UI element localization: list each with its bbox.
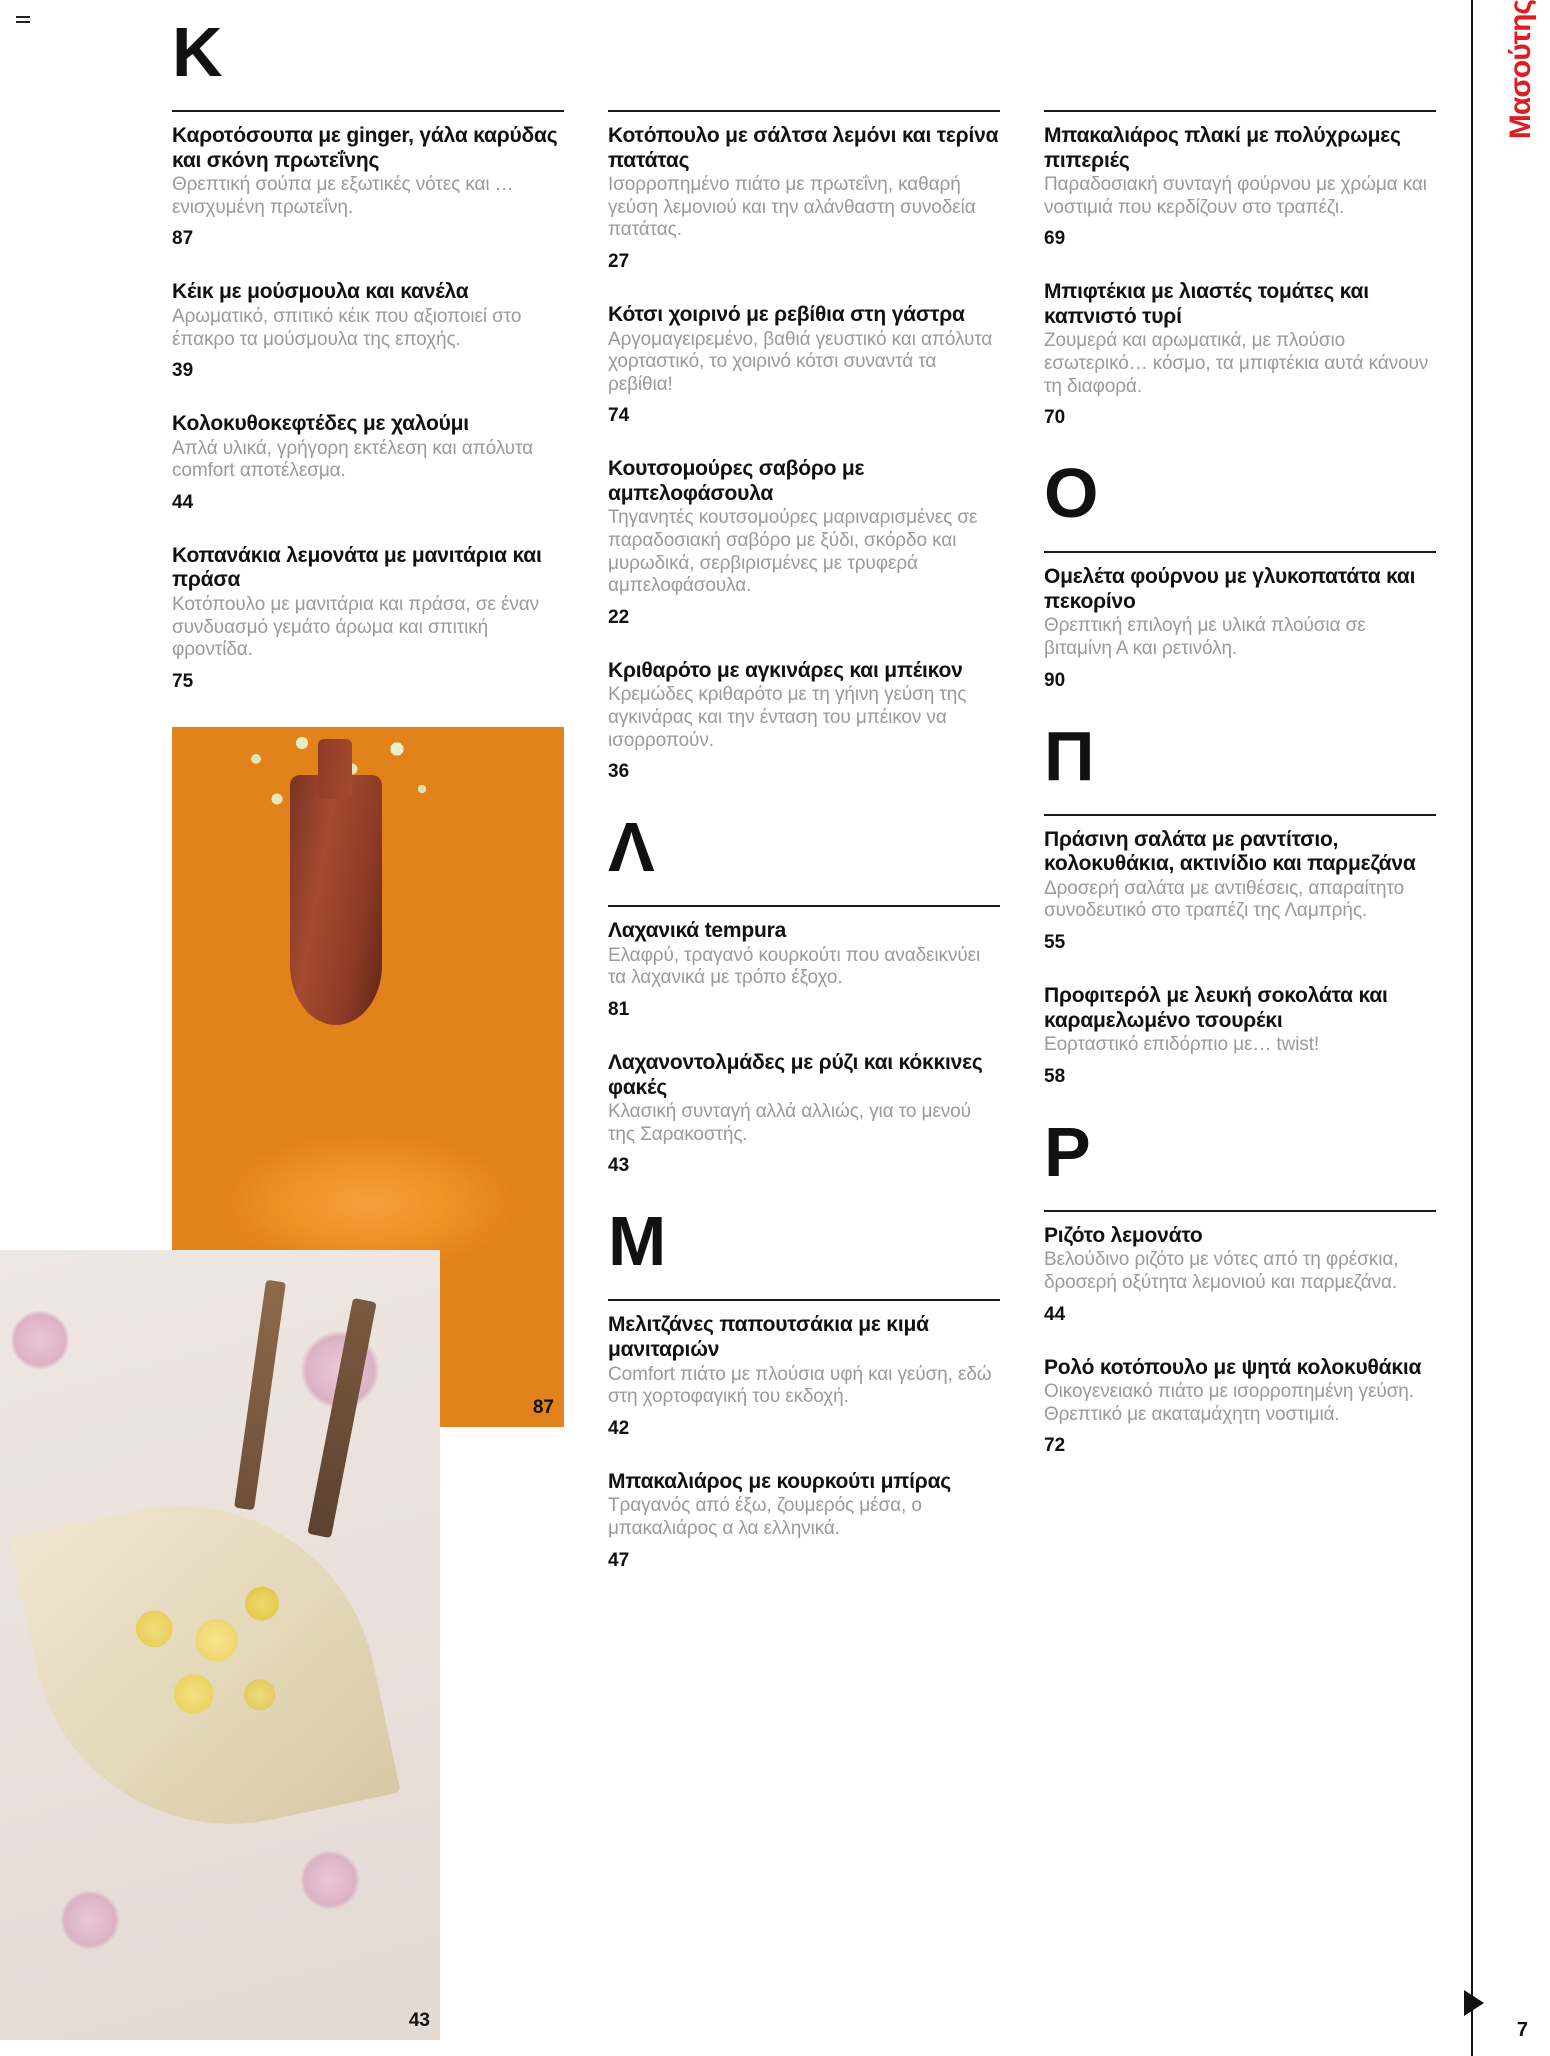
entry-title: Μπακαλιάρος με κουρκούτι μπίρας: [608, 1469, 952, 1493]
decor-flower: [10, 1310, 70, 1370]
entry-title: Μπακαλιάρος πλακί με πολύχρωμες πιπεριές: [1044, 124, 1401, 172]
divider: [1044, 1210, 1436, 1212]
divider: [172, 110, 564, 112]
entry-page-number: 39: [172, 360, 194, 382]
index-entry[interactable]: [608, 124, 1000, 273]
entry-description: Κοτόπουλο με μανιτάρια και πράσα, σε έναν συνδυασμό γεμάτο άρωμα και σπιτική φροντίδα.: [172, 594, 540, 661]
entry-description: Αργομαγειρεμένο, βαθιά γευστικό και απόλυτα χορταστικό, το χοιρινό κότσι συναντά τα ρεβίθια!: [608, 328, 993, 395]
entry-description: Ελαφρύ, τραγανό κουρκούτι που αναδεικνύει τα λαχανικά με τρόπο έξοχο.: [608, 944, 981, 989]
next-page-arrow-icon[interactable]: [1464, 1990, 1484, 2016]
entry-title: Λαχανοντολμάδες με ρύζι και κόκκινες φακές: [608, 1051, 983, 1099]
entry-description: Ζουμερά και αρωματικά, με πλούσιο εσωτερικό… κόσμο, τα μπιφτέκια αυτά κάνουν τη διαφορά.: [1044, 330, 1429, 397]
entry-description: Κρεμώδες κριθαρότο με τη γήινη γεύση της αγκινάρας και την ένταση του μπέικον να ισορροπούν.: [608, 684, 967, 751]
entry-title: Κολοκυθοκεφτέδες με χαλούμι: [172, 412, 469, 436]
entry-title: Μελιτζάνες παπουτσάκια με κιμά μανιταριών: [608, 1313, 929, 1361]
divider: [608, 905, 1000, 907]
entry-page-number: 70: [1044, 407, 1066, 429]
index-entry[interactable]: [608, 1313, 1000, 1439]
photo-page-number: 87: [532, 1396, 554, 1418]
entry-page-number: 44: [172, 491, 194, 513]
letter-heading-kappa: Κ: [172, 13, 222, 91]
index-entry[interactable]: [1044, 1224, 1436, 1326]
decor-flower: [300, 1850, 360, 1910]
column-three: [1044, 18, 1436, 1602]
entry-title: Λαχανικά tempura: [608, 919, 787, 943]
entry-page-number: 22: [608, 606, 630, 628]
entry-title: Κοτόπουλο με σάλτσα λεμόνι και τερίνα πατάτας: [608, 124, 999, 172]
entry-title: Καροτόσουπα με ginger, γάλα καρύδας και σκόνη πρωτεΐνης: [172, 124, 558, 172]
index-entry[interactable]: [608, 1470, 1000, 1572]
index-entry[interactable]: [172, 124, 564, 250]
entry-description: Παραδοσιακή συνταγή φούρνου με χρώμα και νοστιμιά που κερδίζουν στο τραπέζι.: [1044, 174, 1427, 218]
entry-description: Απλά υλικά, γρήγορη εκτέλεση και απόλυτα comfort αποτέλεσμα.: [172, 437, 533, 482]
index-entry[interactable]: [1044, 1356, 1436, 1458]
tempura-dish-photo[interactable]: [0, 1250, 440, 2040]
index-entry[interactable]: [172, 544, 564, 693]
divider: [608, 1299, 1000, 1301]
entry-page-number: 42: [608, 1417, 630, 1439]
entry-title: Κοπανάκια λεμονάτα με μανιτάρια και πράσα: [172, 543, 542, 592]
letter-spacer: [1044, 18, 1436, 102]
entry-page-number: 36: [608, 761, 630, 783]
entry-description: Εορταστικό επιδόρπιο με… twist!: [1044, 1034, 1320, 1056]
entry-title: Πράσινη σαλάτα με ραντίτσιο, κολοκυθάκια, ακτινίδιο και παρμεζάνα: [1044, 827, 1416, 876]
entry-title: Ομελέτα φούρνου με γλυκοπατάτα και πεκορίνο: [1044, 565, 1416, 613]
entry-page-number: 44: [1044, 1303, 1066, 1325]
column-two: [608, 18, 1000, 1602]
entry-title: Κέικ με μούσμουλα και κανέλα: [172, 280, 469, 304]
right-divider-rule: [1471, 0, 1473, 2056]
entry-title: Προφιτερόλ με λευκή σοκολάτα και καραμελωμένο τσουρέκι: [1044, 983, 1388, 1032]
letter-spacer: [608, 18, 1000, 102]
brand-vertical-tab[interactable]: [1498, 0, 1544, 200]
divider: [1044, 551, 1436, 553]
index-columns: [172, 13, 1437, 2031]
letter-heading-omicron: Ο: [1044, 454, 1098, 533]
entry-description: Κλασική συνταγή αλλά αλλιώς, για το μενού της Σαρακοστής.: [608, 1101, 971, 1145]
index-entry[interactable]: [608, 457, 1000, 629]
entry-page-number: 74: [608, 405, 630, 427]
index-entry[interactable]: [608, 1051, 1000, 1177]
index-entry[interactable]: [172, 280, 564, 382]
brand-label: Μασούτης: [1504, 0, 1537, 140]
entry-description: Τραγανός από έξω, ζουμερός μέσα, ο μπακαλιάρος α λα ελληνικά.: [608, 1495, 922, 1539]
entry-description: Τηγανητές κουτσομούρες μαριναρισμένες σε παραδοσιακή σαβόρο με ξύδι, σκόρδο και μυρωδικά, σερβιρισμένες με τρυφερά αμπελοφάσουλα.: [608, 507, 978, 597]
entry-page-number: 75: [172, 670, 194, 692]
entry-description: Θρεπτική επιλογή με υλικά πλούσια σε βιταμίνη Α και ρετινόλη.: [1044, 615, 1366, 660]
letter-heading-pi: Π: [1044, 716, 1094, 795]
letter-heading-lambda: Λ: [608, 808, 654, 887]
entry-page-number: 55: [1044, 931, 1066, 953]
index-entry[interactable]: [608, 919, 1000, 1021]
decor-fork: [234, 1280, 286, 1511]
entry-page-number: 87: [172, 228, 194, 250]
entry-description: Οικογενειακό πιάτο με ισορροπημένη γεύση. Θρεπτικό με ακαταμάχητη νοστιμιά.: [1044, 1381, 1414, 1425]
entry-title: Κουτσομούρες σαβόρο με αμπελοφάσουλα: [608, 457, 865, 505]
entry-page-number: 47: [608, 1549, 630, 1571]
divider: [608, 110, 1000, 112]
page-number: 7: [1516, 2019, 1528, 2041]
entry-title: Κότσι χοιρινό με ρεβίθια στη γάστρα: [608, 302, 965, 326]
decor-flower: [60, 1890, 120, 1950]
entry-page-number: 81: [608, 999, 630, 1021]
entry-page-number: 43: [608, 1155, 630, 1177]
entry-page-number: 58: [1044, 1065, 1066, 1087]
entry-title: Μπιφτέκια με λιαστές τομάτες και καπνιστό τυρί: [1044, 280, 1369, 328]
entry-page-number: 27: [608, 250, 630, 272]
divider: [1044, 110, 1436, 112]
decor-tempura: [109, 1567, 331, 1763]
index-entry[interactable]: [172, 412, 564, 514]
entry-page-number: 90: [1044, 669, 1066, 691]
index-entry[interactable]: [1044, 828, 1436, 954]
letter-heading-mu: Μ: [608, 1202, 666, 1281]
entry-page-number: 72: [1044, 1435, 1066, 1457]
index-entry[interactable]: [1044, 280, 1436, 429]
entry-description: Ισορροπημένο πιάτο με πρωτεΐνη, καθαρή γεύση λεμονιού και την αλάνθαστη συνοδεία πατάτας.: [608, 174, 976, 241]
entry-title: Ριζότο λεμονάτο: [1044, 1223, 1203, 1247]
entry-title: Ρολό κοτόπουλο με ψητά κολοκυθάκια: [1044, 1355, 1422, 1379]
entry-description: Θρεπτική σούπα με εξωτικές νότες και …ενισχυμένη πρωτεΐνη.: [172, 174, 514, 218]
index-entry[interactable]: [608, 303, 1000, 427]
decor-vase: [290, 775, 382, 1025]
entry-description: Comfort πιάτο με πλούσια υφή και γεύση, εδώ στη χορτοφαγική του εκδοχή.: [608, 1363, 992, 1408]
entry-page-number: 69: [1044, 228, 1066, 250]
index-entry[interactable]: [1044, 984, 1436, 1088]
entry-description: Βελούδινο ριζότο με νότες από τη φρέσκια, δροσερή οξύτητα λεμονιού και παρμεζάνα.: [1044, 1249, 1399, 1293]
index-entry[interactable]: [608, 659, 1000, 783]
letter-heading-rho: Ρ: [1044, 1112, 1090, 1191]
index-entry[interactable]: [1044, 124, 1436, 250]
menu-marker: [16, 16, 30, 26]
column-kappa: [172, 13, 564, 2031]
entry-description: Δροσερή σαλάτα με αντιθέσεις, απαραίτητο συνοδευτικό στο τραπέζι της Λαμπρής.: [1044, 877, 1405, 922]
index-entry[interactable]: [1044, 565, 1436, 691]
entry-description: Αρωματικό, σπιτικό κέικ που αξιοποιεί στο έπακρο τα μούσμουλα της εποχής.: [172, 305, 522, 350]
divider: [1044, 814, 1436, 816]
entry-title: Κριθαρότο με αγκινάρες και μπέικον: [608, 658, 963, 682]
photo-page-number: 43: [408, 2010, 430, 2031]
